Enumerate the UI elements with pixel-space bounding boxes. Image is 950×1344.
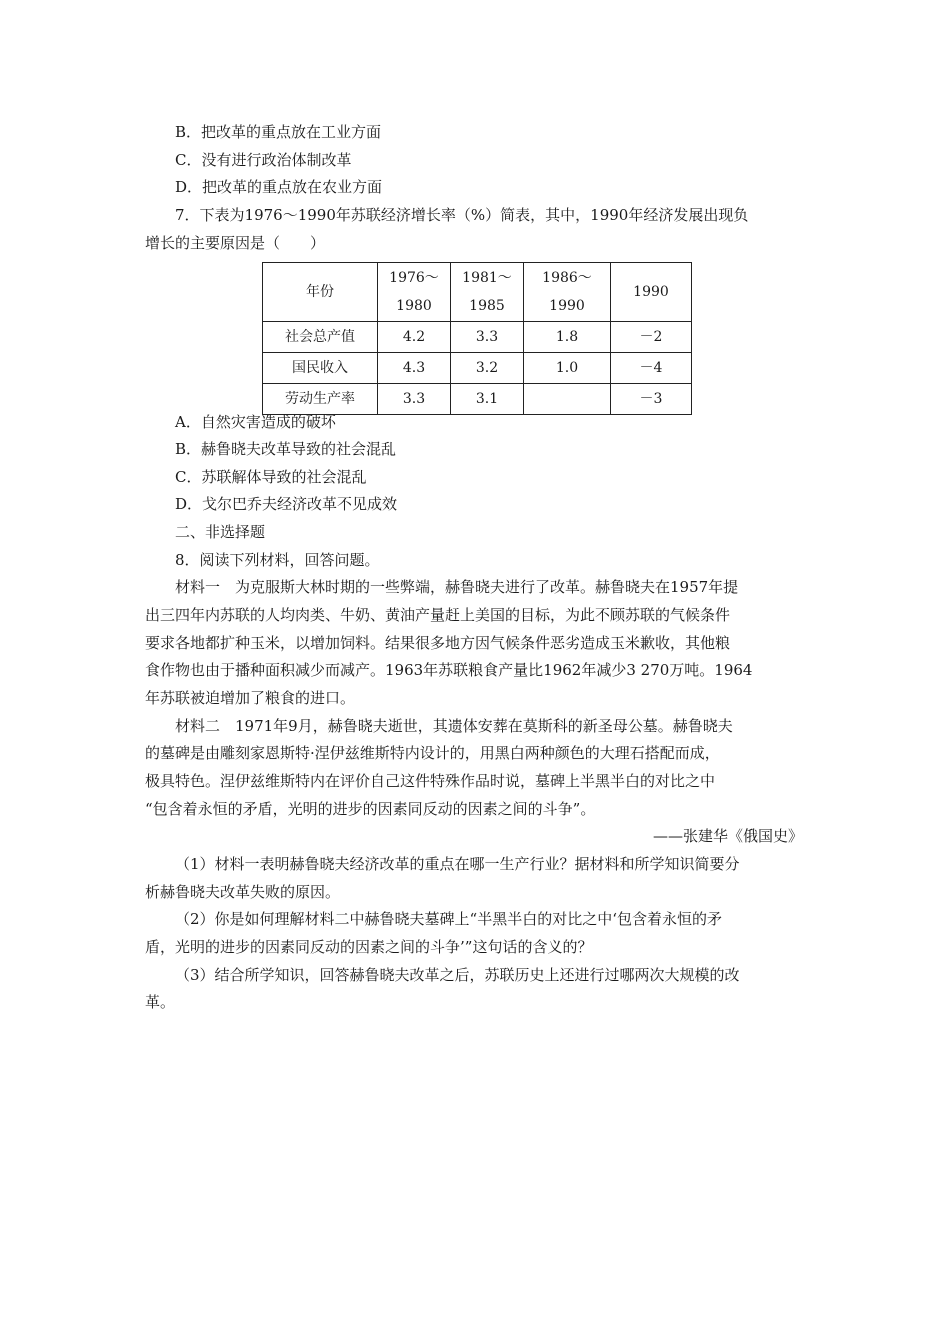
header-1976-1980: 1976～ 1980 (378, 263, 451, 322)
table-cell: －2 (611, 322, 692, 353)
row-label: 社会总产值 (263, 322, 378, 353)
question-8-stem: 8．阅读下列材料，回答问题。 (175, 551, 380, 569)
subquestion-2-line: （2）你是如何理解材料二中赫鲁晓夫墓碑上“半黑半白的对比之中‘包含着永恒的矛 (175, 910, 722, 928)
table-row (263, 384, 692, 415)
table-row (263, 322, 692, 353)
table-cell: 3.1 (451, 384, 524, 415)
header-1981-1985: 1981～ 1985 (451, 263, 524, 322)
table-cell: －4 (611, 353, 692, 384)
material1-line: 要求各地都扩种玉米，以增加饲料。结果很多地方因气候条件恶劣造成玉米歉收，其他粮 (145, 634, 731, 652)
subquestion-2-line: 盾，光明的进步的因素同反动的因素之间的斗争’”这句话的含义的？ (145, 938, 593, 956)
option-7a: A．自然灾害造成的破坏 (175, 413, 336, 431)
header-1986-1990: 1986～ 1990 (524, 263, 611, 322)
table-cell: 1.0 (524, 353, 611, 384)
subquestion-1-line: （1）材料一表明赫鲁晓夫经济改革的重点在哪一生产行业？据材料和所学知识简要分 (175, 855, 740, 873)
header-1990: 1990 (611, 263, 692, 322)
table-cell: 4.3 (378, 353, 451, 384)
row-label: 国民收入 (263, 353, 378, 384)
row-label: 劳动生产率 (263, 384, 378, 415)
subquestion-1-line: 析赫鲁晓夫改革失败的原因。 (145, 883, 341, 901)
material1-line: 食作物也由于播种面积减少而减产。1963年苏联粮食产量比1962年减少3 270万吨。1964 (145, 661, 753, 679)
material2-line: 材料二 1971年9月，赫鲁晓夫逝世，其遗体安葬在莫斯科的新圣母公墓。赫鲁晓夫 (175, 717, 733, 735)
section-heading: 二、非选择题 (175, 523, 266, 541)
table-cell (524, 384, 611, 415)
option-7d: D．戈尔巴乔夫经济改革不见成效 (175, 495, 398, 513)
option-6b: B．把改革的重点放在工业方面 (175, 123, 382, 141)
subquestion-3-line: 革。 (145, 993, 176, 1011)
question-7-stem-line1: 7．下表为1976～1990年苏联经济增长率（%）简表，其中，1990年经济发展出现负 (175, 206, 749, 224)
material2-line: “包含着永恒的矛盾，光明的进步的因素同反动的因素之间的斗争”。 (145, 800, 596, 818)
option-6d: D．把改革的重点放在农业方面 (175, 178, 383, 196)
table-row (263, 353, 692, 384)
subquestion-3-line: （3）结合所学知识，回答赫鲁晓夫改革之后，苏联历史上还进行过哪两次大规模的改 (175, 966, 740, 984)
material1-line: 出三四年内苏联的人均肉类、牛奶、黄油产量赶上美国的目标，为此不顾苏联的气候条件 (145, 606, 731, 624)
question-7-stem-line2: 增长的主要原因是（ ） (145, 234, 326, 252)
table-cell: 3.3 (378, 384, 451, 415)
material1-line: 材料一 为克服斯大林时期的一些弊端，赫鲁晓夫进行了改革。赫鲁晓夫在1957年提 (175, 578, 739, 596)
citation-source: ——张建华《俄国史》 (652, 827, 803, 845)
option-7b: B．赫鲁晓夫改革导致的社会混乱 (175, 440, 397, 458)
header-year: 年份 (263, 263, 378, 322)
table-cell: 4.2 (378, 322, 451, 353)
material2-line: 的墓碑是由雕刻家恩斯特·涅伊兹维斯特内设计的，用黑白两种颜色的大理石搭配而成， (145, 744, 720, 762)
option-6c: C．没有进行政治体制改革 (175, 151, 352, 169)
table-cell: 1.8 (524, 322, 611, 353)
option-7c: C．苏联解体导致的社会混乱 (175, 468, 367, 486)
material1-line: 年苏联被迫增加了粮食的进口。 (145, 689, 356, 707)
table-cell: －3 (611, 384, 692, 415)
table-cell: 3.3 (451, 322, 524, 353)
table-header-row (263, 263, 692, 322)
material2-line: 极具特色。涅伊兹维斯特内在评价自己这件特殊作品时说，墓碑上半黑半白的对比之中 (145, 772, 716, 790)
growth-rate-table (262, 262, 692, 415)
table-cell: 3.2 (451, 353, 524, 384)
